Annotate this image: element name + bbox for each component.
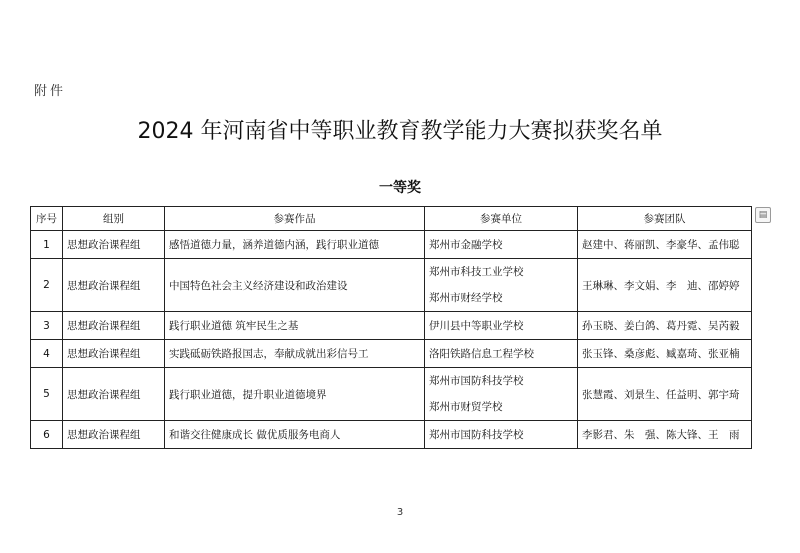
cell-work: 践行职业道德 筑牢民生之基	[165, 312, 425, 340]
cell-unit	[425, 259, 578, 312]
header-group: 组别	[63, 207, 165, 231]
unit-name: 郑州市金融学校	[429, 238, 503, 251]
cell-group: 思想政治课程组	[63, 259, 165, 312]
cell-team: 张慧霞、刘景生、任益明、郭宇琦	[578, 368, 752, 421]
cell-unit	[425, 312, 578, 340]
document-title: 2024 年河南省中等职业教育教学能力大赛拟获奖名单	[137, 119, 663, 144]
unit-name: 郑州市财经学校	[429, 292, 503, 304]
cell-team: 赵建中、蒋丽凯、李豪华、孟伟聪	[578, 231, 752, 259]
table-row	[31, 421, 752, 449]
cell-team: 王琳琳、李文娟、李 迪、邵婷婷	[578, 259, 752, 312]
award-table	[30, 206, 752, 449]
table-row	[31, 312, 752, 340]
cell-work: 感悟道德力量，涵养道德内涵，践行职业道德	[165, 231, 425, 259]
header-team: 参赛团队	[578, 207, 752, 231]
unit-name: 洛阳铁路信息工程学校	[429, 347, 534, 360]
cell-no: 2	[31, 259, 63, 312]
cell-team: 张玉锋、桑彦彪、臧嘉琦、张亚楠	[578, 340, 752, 368]
print-icon[interactable]: ▤	[755, 207, 771, 223]
cell-group: 思想政治课程组	[63, 231, 165, 259]
award-level-heading: 一等奖	[379, 180, 421, 196]
header-no: 序号	[31, 207, 63, 231]
table-row	[31, 231, 752, 259]
table-row	[31, 340, 752, 368]
header-work: 参赛作品	[165, 207, 425, 231]
page-number: 3	[396, 507, 404, 518]
cell-work: 和谐交往健康成长 做优质服务电商人	[165, 421, 425, 449]
unit-name: 伊川县中等职业学校	[429, 319, 524, 332]
cell-unit	[425, 421, 578, 449]
cell-group: 思想政治课程组	[63, 368, 165, 421]
cell-work: 中国特色社会主义经济建设和政治建设	[165, 259, 425, 312]
cell-no: 6	[31, 421, 63, 449]
cell-no: 1	[31, 231, 63, 259]
unit-name: 郑州市科技工业学校	[429, 266, 524, 278]
header-unit: 参赛单位	[425, 207, 578, 231]
cell-no: 5	[31, 368, 63, 421]
cell-work: 践行职业道德，提升职业道德境界	[165, 368, 425, 421]
cell-work: 实践砥砺铁路报国志，奉献成就出彩信号工	[165, 340, 425, 368]
unit-name: 郑州市财贸学校	[429, 401, 503, 413]
table-row	[31, 259, 752, 312]
table-row	[31, 368, 752, 421]
cell-team: 李影君、朱 强、陈大锋、王 雨	[578, 421, 752, 449]
cell-group: 思想政治课程组	[63, 340, 165, 368]
unit-name: 郑州市国防科技学校	[429, 428, 524, 441]
cell-unit	[425, 231, 578, 259]
cell-no: 4	[31, 340, 63, 368]
cell-group: 思想政治课程组	[63, 312, 165, 340]
cell-unit	[425, 368, 578, 421]
cell-unit	[425, 340, 578, 368]
table-header-row	[31, 207, 752, 231]
unit-name: 郑州市国防科技学校	[429, 375, 524, 387]
cell-team: 孙玉晓、姜白鸽、葛丹霓、吴芮毅	[578, 312, 752, 340]
cell-no: 3	[31, 312, 63, 340]
attachment-label: 附件	[34, 84, 67, 99]
cell-group: 思想政治课程组	[63, 421, 165, 449]
